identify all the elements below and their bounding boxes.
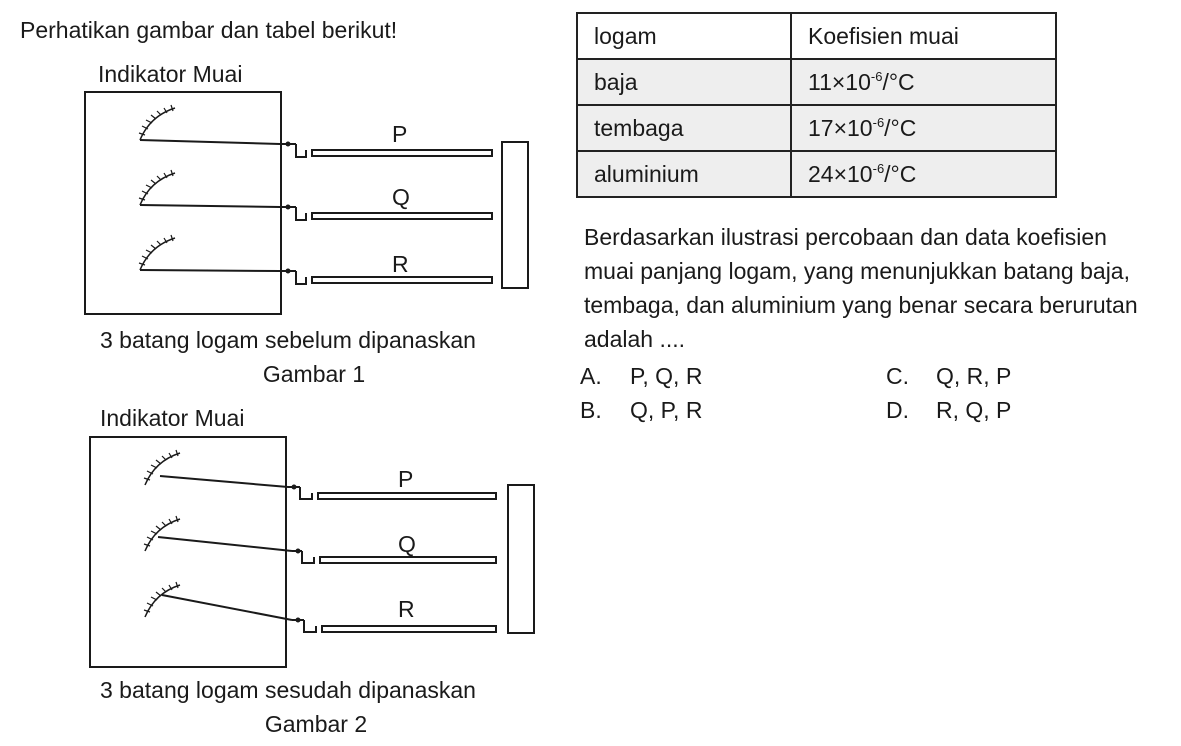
fig2-caption: 3 batang logam sesudah dipanaskan — [100, 677, 476, 703]
fig1-gauge-p — [140, 108, 280, 144]
fig2-label-q: Q — [398, 531, 416, 557]
option-c[interactable]: C. Q, R, P — [886, 363, 1012, 389]
table-cell-coefficient: $11\times 10^{-6}/^\circ C$ — [791, 59, 1056, 105]
fig1-gauge-q — [140, 173, 280, 207]
fig1-indicator-label: Indikator Muai — [98, 61, 243, 87]
table-cell-coefficient: $17\times 10^{-6}/^\circ C$ — [791, 105, 1056, 151]
option-b[interactable]: B. Q, P, R — [580, 397, 703, 423]
fig2-gauge-q — [145, 519, 292, 551]
fig1-rod-p — [280, 144, 492, 157]
table-row — [577, 151, 1056, 197]
fig2-indicator-label: Indikator Muai — [100, 405, 245, 431]
fig2-number: Gambar 2 — [264, 711, 368, 737]
fig2-wall — [508, 485, 534, 633]
fig1-label-q: Q — [392, 184, 410, 210]
fig2-rod-r — [292, 620, 496, 632]
fig1-caption: 3 batang logam sebelum dipanaskan — [100, 327, 476, 353]
fig2-gauge-r — [145, 585, 292, 620]
fig2-label-p: P — [398, 466, 414, 492]
table-row — [577, 105, 1056, 151]
fig2-gauge-p — [145, 453, 288, 487]
table-cell-metal: aluminium — [577, 151, 791, 197]
fig1-rod-q — [280, 207, 492, 220]
fig1-label-r: R — [392, 251, 409, 277]
table-cell-coefficient: $24\times 10^{-6}/^\circ C$ — [791, 151, 1056, 197]
table-row — [577, 59, 1056, 105]
fig2-indicator-box — [90, 437, 286, 667]
fig1-gauge-r — [140, 238, 280, 271]
table-cell-metal: tembaga — [577, 105, 791, 151]
fig1-rod-r — [280, 271, 492, 284]
fig1-label-p: P — [392, 121, 408, 147]
option-a[interactable]: A. P, Q, R — [580, 363, 703, 389]
table-cell-metal: baja — [577, 59, 791, 105]
fig2-label-r: R — [398, 596, 415, 622]
coefficient-table — [576, 12, 1057, 198]
table-header-row — [577, 13, 1056, 59]
option-d[interactable]: D. R, Q, P — [886, 397, 1012, 423]
fig1-wall — [502, 142, 528, 288]
intro-text: Perhatikan gambar dan tabel berikut! — [20, 17, 398, 43]
table-header-coefficient: Koefisien muai — [791, 13, 1056, 59]
fig2-rod-p — [288, 487, 496, 499]
question-text: Berdasarkan ilustrasi percobaan dan data koefisien muai panjang logam, yang menunjukkan batang baja, tembaga, dan aluminium yang benar secara berurutan adalah .... — [584, 224, 1138, 352]
fig1-number: Gambar 1 — [262, 361, 366, 387]
fig2-rod-q — [292, 551, 496, 563]
fig1-indicator-box — [85, 92, 281, 314]
table-header-metal: logam — [577, 13, 791, 59]
